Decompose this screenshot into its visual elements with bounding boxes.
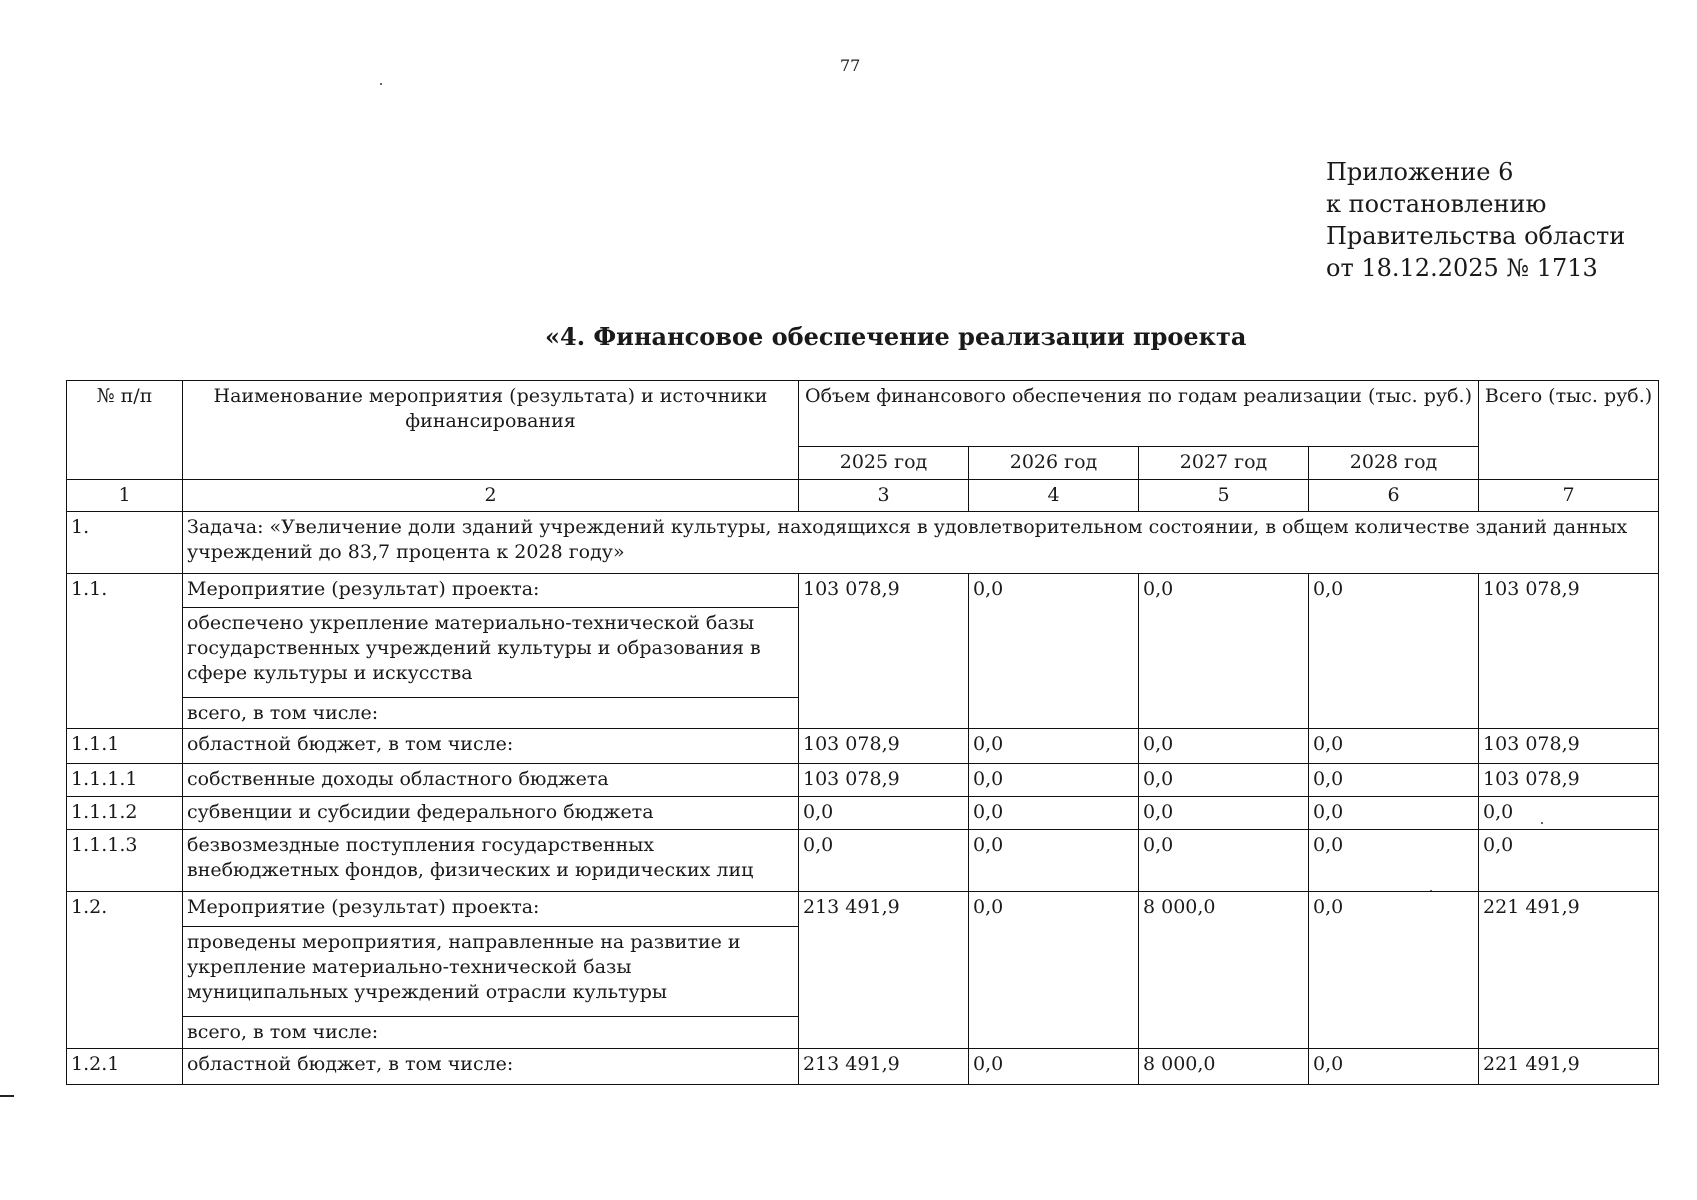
value-2027: 8 000,0: [1139, 1049, 1309, 1085]
header-year: 2027 год: [1139, 447, 1309, 480]
row-name: собственные доходы областного бюджета: [183, 764, 799, 797]
table-row: [67, 892, 1659, 927]
value-2028: 0,0: [1309, 729, 1479, 764]
header-total: Всего (тыс. руб.): [1479, 381, 1659, 480]
appendix-line: к постановлению: [1326, 190, 1547, 218]
value-2028: 0,0: [1309, 1049, 1479, 1085]
value-2025: 103 078,9: [799, 764, 969, 797]
value-2028: 0,0: [1309, 797, 1479, 830]
task-row: [67, 512, 1659, 574]
document-title: «4. Финансовое обеспечение реализации проекта: [545, 322, 1247, 351]
value-total: 103 078,9: [1479, 729, 1659, 764]
table-row: [67, 764, 1659, 797]
value-2027: 8 000,0: [1139, 892, 1309, 1049]
value-2026: 0,0: [969, 892, 1139, 1049]
header-year: 2026 год: [969, 447, 1139, 480]
financing-table: [66, 380, 1659, 1085]
page-number: 77: [840, 56, 861, 75]
header-year: 2025 год: [799, 447, 969, 480]
value-total: 0,0: [1479, 797, 1659, 830]
value-2025: 0,0: [799, 830, 969, 892]
scan-edge-mark: [0, 1095, 14, 1097]
column-number: 6: [1309, 480, 1479, 512]
value-2026: 0,0: [969, 797, 1139, 830]
row-name: субвенции и субсидии федерального бюджета: [183, 797, 799, 830]
measure-description: обеспечено укрепление материально-технической базы государственных учреждений культуры и образования в сфере культуры и искусства: [183, 608, 799, 698]
measure-label: Мероприятие (результат) проекта:: [183, 574, 799, 608]
measure-total-label: всего, в том числе:: [183, 1017, 799, 1049]
value-2027: 0,0: [1139, 797, 1309, 830]
column-number: 2: [183, 480, 799, 512]
value-total: 221 491,9: [1479, 892, 1659, 1049]
column-number: 3: [799, 480, 969, 512]
value-2026: 0,0: [969, 764, 1139, 797]
row-num: 1.1.: [67, 574, 183, 729]
value-2026: 0,0: [969, 729, 1139, 764]
value-2028: 0,0: [1309, 574, 1479, 729]
table-row: [67, 1049, 1659, 1085]
column-number: 1: [67, 480, 183, 512]
header-num: № п/п: [67, 381, 183, 480]
column-number: 5: [1139, 480, 1309, 512]
measure-label: Мероприятие (результат) проекта:: [183, 892, 799, 927]
value-2028: 0,0: [1309, 764, 1479, 797]
table-row: [67, 574, 1659, 608]
row-num: 1.: [67, 512, 183, 574]
appendix-line: Приложение 6: [1326, 158, 1514, 186]
row-num: 1.1.1.2: [67, 797, 183, 830]
row-num: 1.1.1.1: [67, 764, 183, 797]
value-2025: 0,0: [799, 797, 969, 830]
row-num: 1.1.1.3: [67, 830, 183, 892]
row-num: 1.1.1: [67, 729, 183, 764]
header-name: Наименование мероприятия (результата) и источники финансирования: [183, 381, 799, 480]
table-row: [67, 830, 1659, 892]
value-2027: 0,0: [1139, 729, 1309, 764]
value-2025: 213 491,9: [799, 1049, 969, 1085]
value-total: 103 078,9: [1479, 764, 1659, 797]
row-num: 1.2.: [67, 892, 183, 1049]
value-total: 103 078,9: [1479, 574, 1659, 729]
measure-total-label: всего, в том числе:: [183, 698, 799, 729]
table-row: [67, 797, 1659, 830]
value-2027: 0,0: [1139, 830, 1309, 892]
header-year: 2028 год: [1309, 447, 1479, 480]
row-name: областной бюджет, в том числе:: [183, 729, 799, 764]
task-text: Задача: «Увеличение доли зданий учреждений культуры, находящихся в удовлетворительном состоянии, в общем количестве зданий данных учреждений до 83,7 процента к 2028 году»: [183, 512, 1659, 574]
value-2027: 0,0: [1139, 764, 1309, 797]
value-2028: 0,0: [1309, 830, 1479, 892]
value-2025: 213 491,9: [799, 892, 969, 1049]
value-2028: 0,0: [1309, 892, 1479, 1049]
scan-speck: [380, 83, 382, 85]
row-num: 1.2.1: [67, 1049, 183, 1085]
row-name: областной бюджет, в том числе:: [183, 1049, 799, 1085]
value-2026: 0,0: [969, 1049, 1139, 1085]
value-2027: 0,0: [1139, 574, 1309, 729]
appendix-stamp: [1326, 156, 1625, 284]
column-number: 7: [1479, 480, 1659, 512]
column-number: 4: [969, 480, 1139, 512]
value-2025: 103 078,9: [799, 729, 969, 764]
header-volume: Объем финансового обеспечения по годам реализации (тыс. руб.): [799, 381, 1479, 447]
value-total: 221 491,9: [1479, 1049, 1659, 1085]
measure-description: проведены мероприятия, направленные на развитие и укрепление материально-технической базы муниципальных учреждений отрасли культуры: [183, 927, 799, 1017]
appendix-line: Правительства области: [1326, 222, 1626, 250]
value-2025: 103 078,9: [799, 574, 969, 729]
value-2026: 0,0: [969, 830, 1139, 892]
value-2026: 0,0: [969, 574, 1139, 729]
row-name: безвозмездные поступления государственных внебюджетных фондов, физических и юридических лиц: [183, 830, 799, 892]
appendix-line: от 18.12.2025 № 1713: [1326, 254, 1598, 282]
table-row: [67, 729, 1659, 764]
value-total: 0,0: [1479, 830, 1659, 892]
